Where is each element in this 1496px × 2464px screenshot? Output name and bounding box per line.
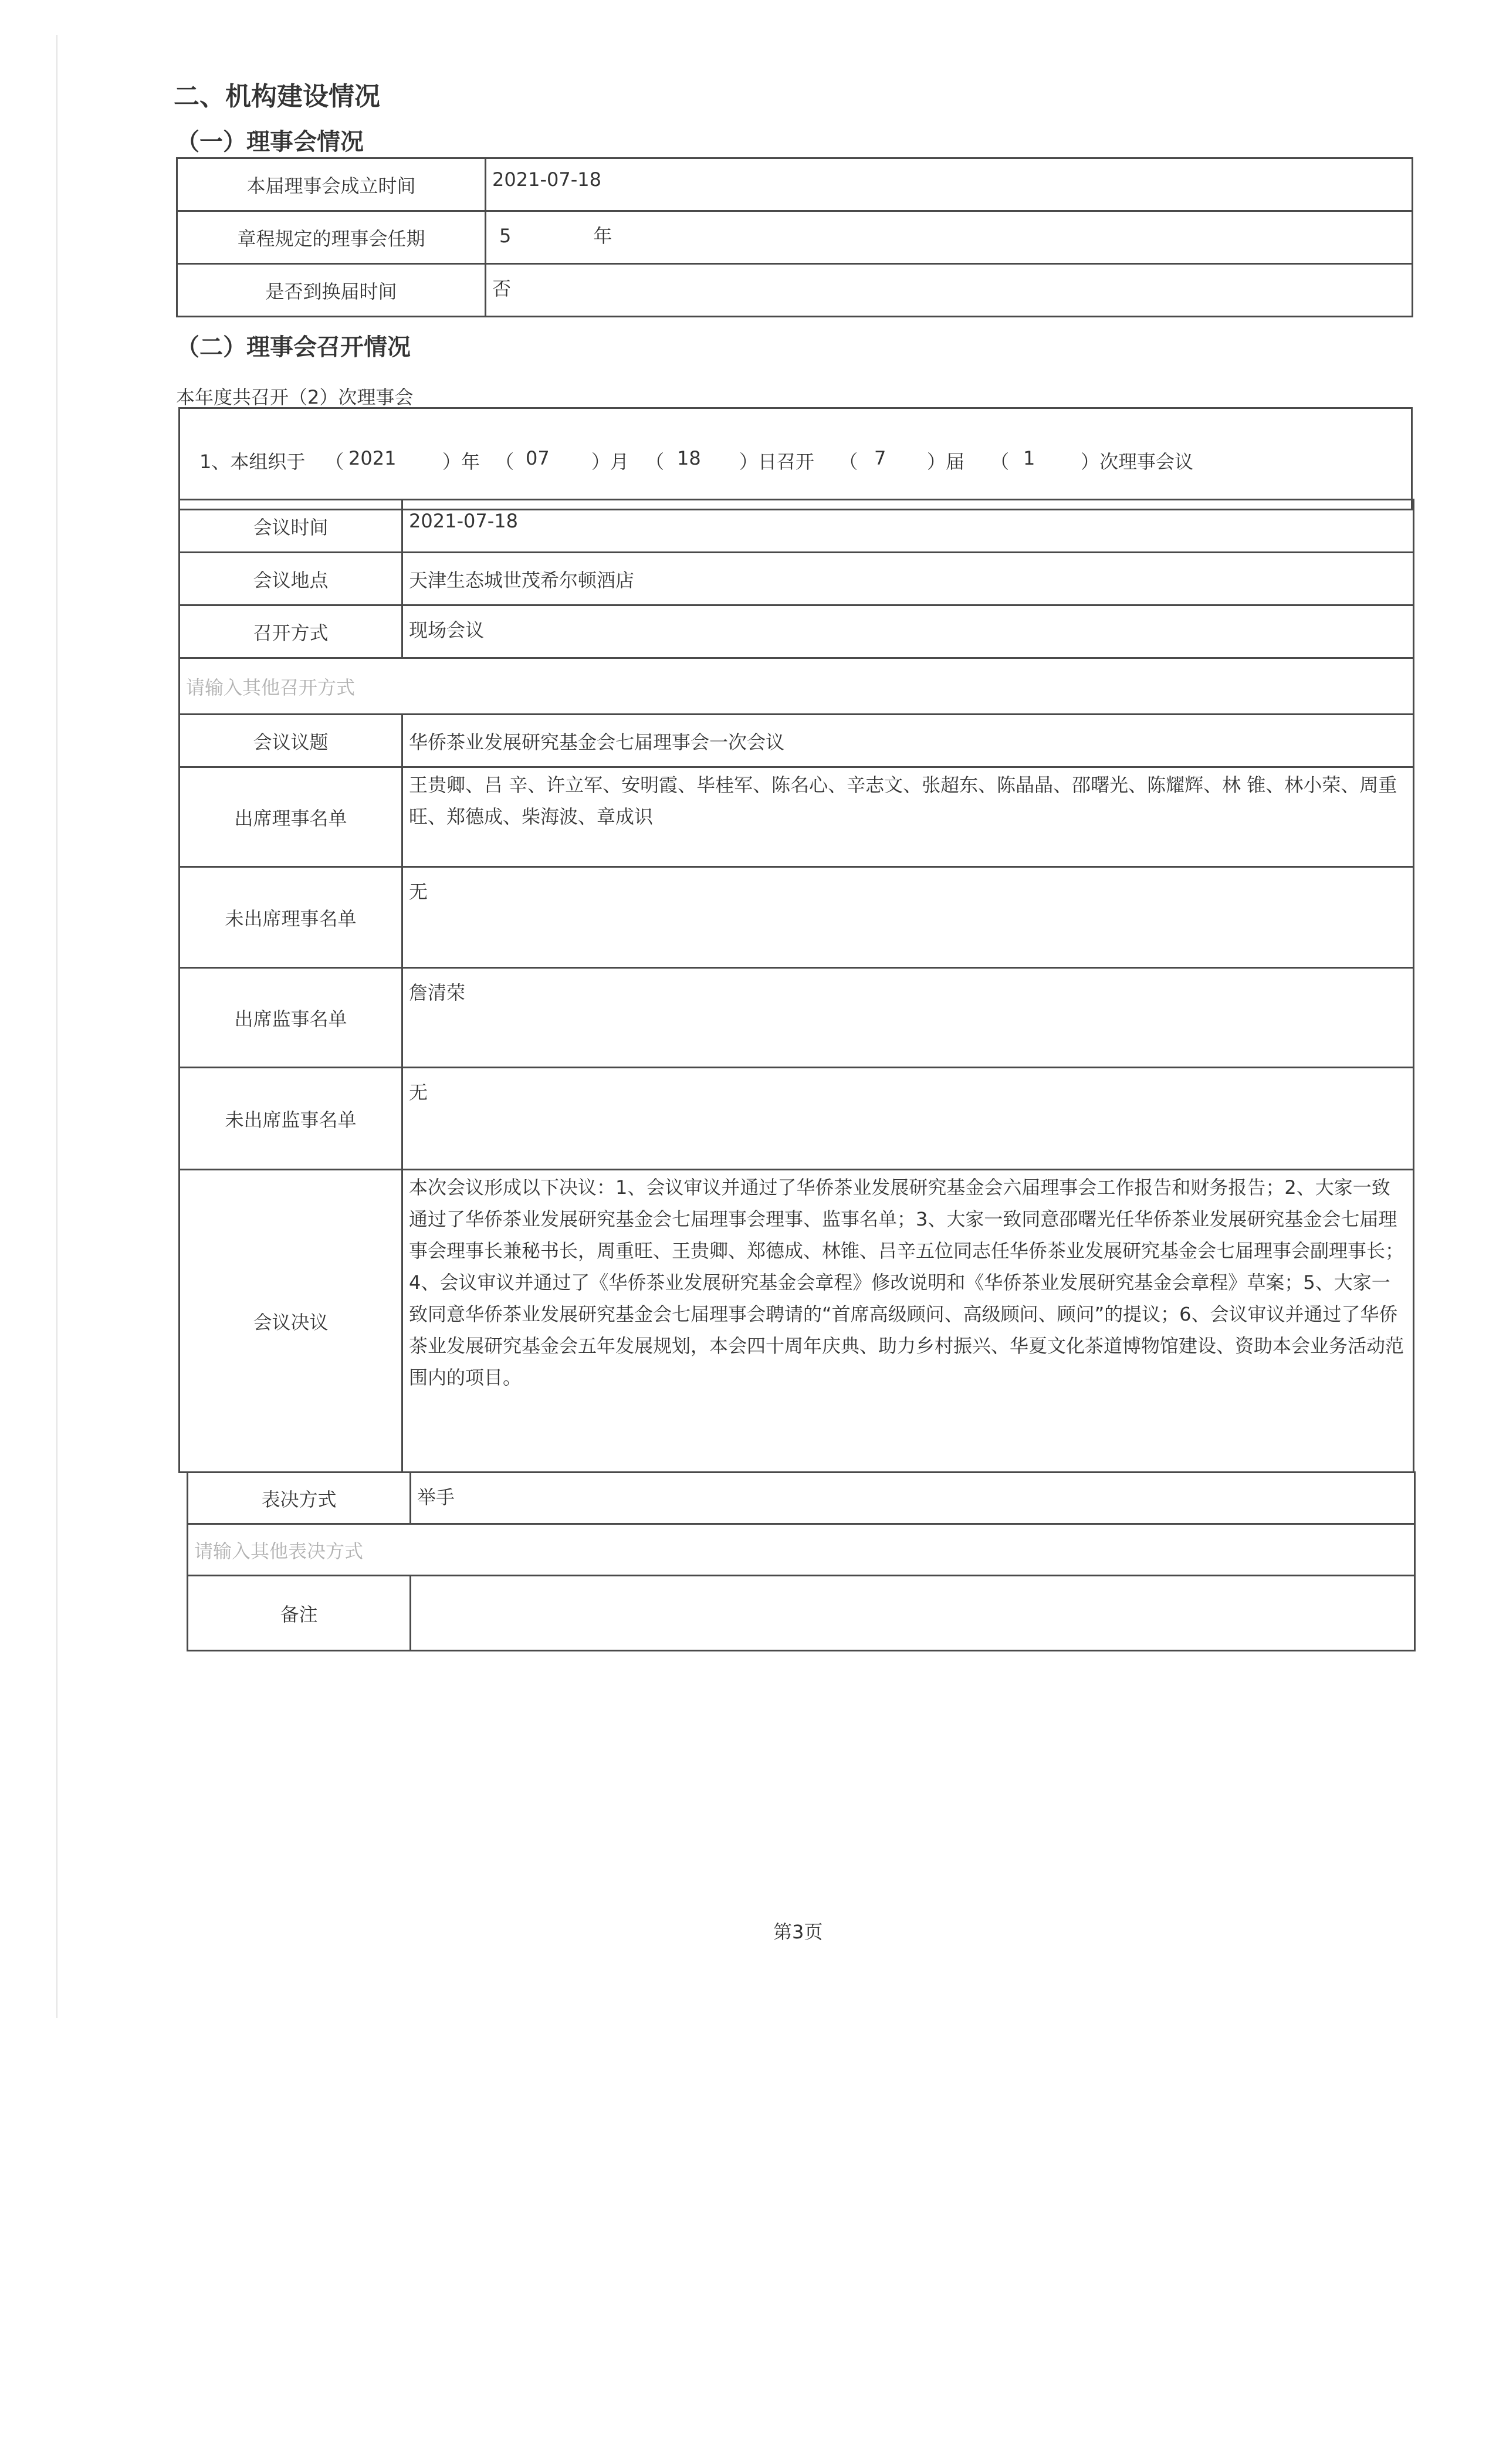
table-row — [180, 605, 1414, 658]
table-row — [177, 264, 1413, 317]
meeting-method-label: 召开方式 — [180, 605, 402, 658]
remark-label: 备注 — [188, 1576, 411, 1651]
attend-supervisors-value: 詹清荣 — [402, 968, 1414, 1068]
remark-value — [411, 1576, 1415, 1651]
term-expired-label: 是否到换届时间 — [177, 264, 486, 317]
term-expired-value: 否 — [486, 264, 1413, 317]
meeting-count-text: 本年度共召开（2）次理事会 — [176, 386, 414, 408]
bracket-open: （ — [645, 451, 665, 473]
board-info-title: （一）理事会情况 — [176, 128, 364, 155]
meeting-detail-table-a — [178, 499, 1414, 1473]
meeting-month: 07 — [526, 447, 550, 469]
term-start-value: 2021-07-18 — [486, 158, 1413, 211]
table-row — [180, 867, 1414, 968]
meeting-header-line — [199, 447, 1396, 473]
attend-supervisors-label: 出席监事名单 — [180, 968, 402, 1068]
board-info-table — [176, 157, 1413, 317]
bracket-close: ）日召开 — [739, 451, 815, 473]
table-row — [177, 211, 1413, 264]
meeting-session: 7 — [874, 447, 886, 469]
scan-edge-line — [56, 35, 57, 2018]
bracket-open: （ — [990, 451, 1010, 473]
table-row — [180, 658, 1414, 715]
resolution-label: 会议决议 — [180, 1170, 402, 1473]
table-row — [180, 767, 1414, 867]
attend-directors-label: 出席理事名单 — [180, 767, 402, 867]
page-number: 第3页 — [773, 1921, 823, 1943]
table-row — [180, 968, 1414, 1068]
other-method-input[interactable]: 请输入其他召开方式 — [180, 658, 1414, 715]
meeting-times: 1 — [1023, 447, 1035, 469]
table-row — [180, 500, 1414, 553]
term-start-label: 本届理事会成立时间 — [177, 158, 486, 211]
bracket-close: ）届 — [927, 451, 965, 473]
other-vote-input[interactable]: 请输入其他表决方式 — [188, 1524, 1415, 1576]
term-length-label: 章程规定的理事会任期 — [177, 211, 486, 264]
bracket-open: （ — [325, 451, 344, 473]
board-meetings-title: （二）理事会召开情况 — [176, 334, 411, 361]
meeting-place-label: 会议地点 — [180, 553, 402, 605]
absent-directors-label: 未出席理事名单 — [180, 867, 402, 968]
absent-supervisors-value: 无 — [402, 1068, 1414, 1170]
term-length-unit: 年 — [593, 225, 612, 247]
meeting-topic-label: 会议议题 — [180, 715, 402, 767]
meeting-prefix: 1、本组织于 — [199, 451, 306, 473]
bracket-close: ）次理事会议 — [1081, 451, 1194, 473]
absent-supervisors-label: 未出席监事名单 — [180, 1068, 402, 1170]
meeting-detail-table-b — [187, 1471, 1416, 1651]
meeting-topic-value: 华侨茶业发展研究基金会七届理事会一次会议 — [402, 715, 1414, 767]
meeting-place-value: 天津生态城世茂希尔顿酒店 — [402, 553, 1414, 605]
meeting-time-value: 2021-07-18 — [402, 500, 1414, 553]
bracket-close: ）月 — [591, 451, 629, 473]
section-title: 二、机构建设情况 — [174, 82, 380, 111]
bracket-close: ）年 — [442, 451, 480, 473]
table-row — [180, 715, 1414, 767]
vote-label: 表决方式 — [188, 1473, 411, 1524]
table-row — [180, 1170, 1414, 1473]
table-row — [177, 158, 1413, 211]
table-row — [188, 1524, 1415, 1576]
meeting-time-label: 会议时间 — [180, 500, 402, 553]
table-row — [188, 1576, 1415, 1651]
table-row — [180, 553, 1414, 605]
table-row — [180, 1068, 1414, 1170]
absent-directors-value: 无 — [402, 867, 1414, 968]
resolution-value: 本次会议形成以下决议：1、会议审议并通过了华侨茶业发展研究基金会六届理事会工作报告和财务报告；2、大家一致通过了华侨茶业发展研究基金会七届理事会理事、监事名单；3、大家一致同意邵曙光任华侨茶业发展研究基金会七届理事会理事长兼秘书长，周重旺、王贵卿、郑德成、林锥、吕辛五位同志任华侨茶业发展研究基金会七届理事会副理事长；4、会议审议并通过了《华侨茶业发展研究基金会章程》修改说明和《华侨茶业发展研究基金会章程》草案；5、大家一致同意华侨茶业发展研究基金会七届理事会聘请的“首席高级顾问、高级顾问、顾问”的提议；6、会议审议并通过了华侨茶业发展研究基金会五年发展规划，本会四十周年庆典、助力乡村振兴、华夏文化茶道博物馆建设、资助本会业务活动范围内的项目。 — [402, 1170, 1414, 1473]
vote-value: 举手 — [411, 1473, 1415, 1524]
bracket-open: （ — [839, 451, 858, 473]
meeting-method-value: 现场会议 — [402, 605, 1414, 658]
bracket-open: （ — [495, 451, 515, 473]
attend-directors-value: 王贵卿、吕 辛、许立军、安明霞、毕桂军、陈名心、辛志文、张超东、陈晶晶、邵曙光、陈耀辉、林 锥、林小荣、周重旺、郑德成、柴海波、章成识 — [402, 767, 1414, 867]
meeting-year: 2021 — [348, 447, 397, 469]
term-length-cell — [486, 211, 1413, 264]
meeting-day: 18 — [677, 447, 701, 469]
table-row — [188, 1473, 1415, 1524]
term-length-value: 5 — [499, 225, 512, 247]
